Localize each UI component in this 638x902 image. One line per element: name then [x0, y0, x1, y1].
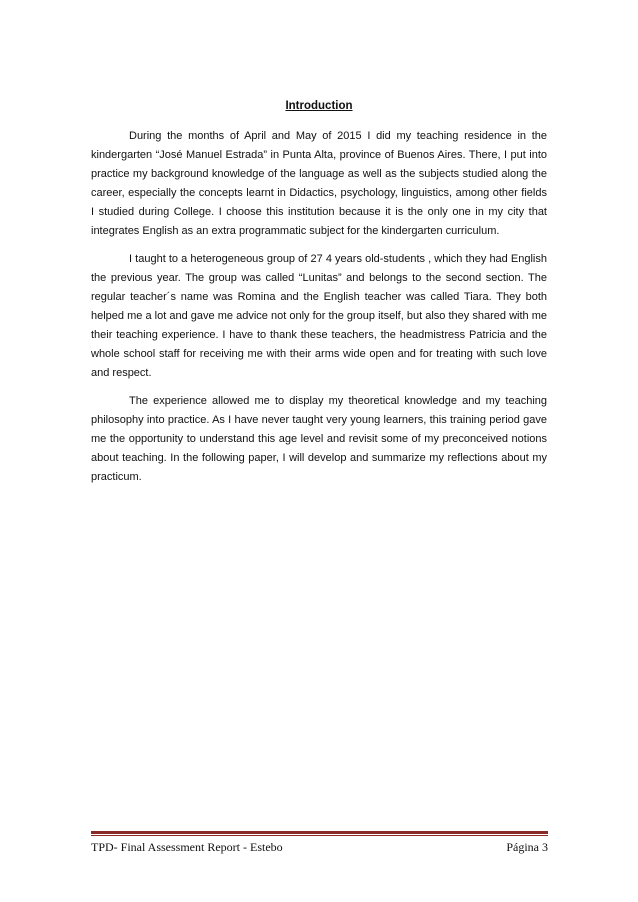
paragraph-2: I taught to a heterogeneous group of 27 4 years old-students , which they had English the previous year. The group was called “Lunitas” and belongs to the second section. The regular teacher´s name was Romina and the English teacher was called Tiara. They both helped me a lot and gave me advice not only for the group itself, but also they shared with me their teaching experience. I have to thank these teachers, the headmistress Patricia and the whole school staff for receiving me with their arms wide open and for treating with such love and respect.: [91, 253, 547, 379]
body-text: [91, 127, 547, 496]
paragraph-1: During the months of April and May of 2015 I did my teaching residence in the kindergarten “José Manuel Estrada” in Punta Alta, province of Buenos Aires. There, I put into practice my background knowledge of the language as well as the subjects studied along the career, especially the concepts learnt in Didactics, psychology, linguistics, among other fields I studied during College. I choose this institution because it is the only one in my city that integrates English as an extra programmatic subject for the kindergarten curriculum.: [91, 130, 547, 237]
page-number: Página 3: [506, 840, 548, 854]
footer-rule: [91, 831, 548, 834]
paragraph-3: The experience allowed me to display my theoretical knowledge and my teaching philosophy into practice. As I have never taught very young learners, this training period gave me the opportunity to understand this age level and revisit some of my preconceived notions about teaching. In the following paper, I will develop and summarize my reflections about my practicum.: [91, 395, 547, 483]
page-footer: [91, 840, 548, 856]
footer-rule-thin: [91, 835, 548, 836]
section-heading: Introduction: [285, 100, 353, 112]
footer-title: TPD- Final Assessment Report - Estebo: [91, 840, 283, 854]
